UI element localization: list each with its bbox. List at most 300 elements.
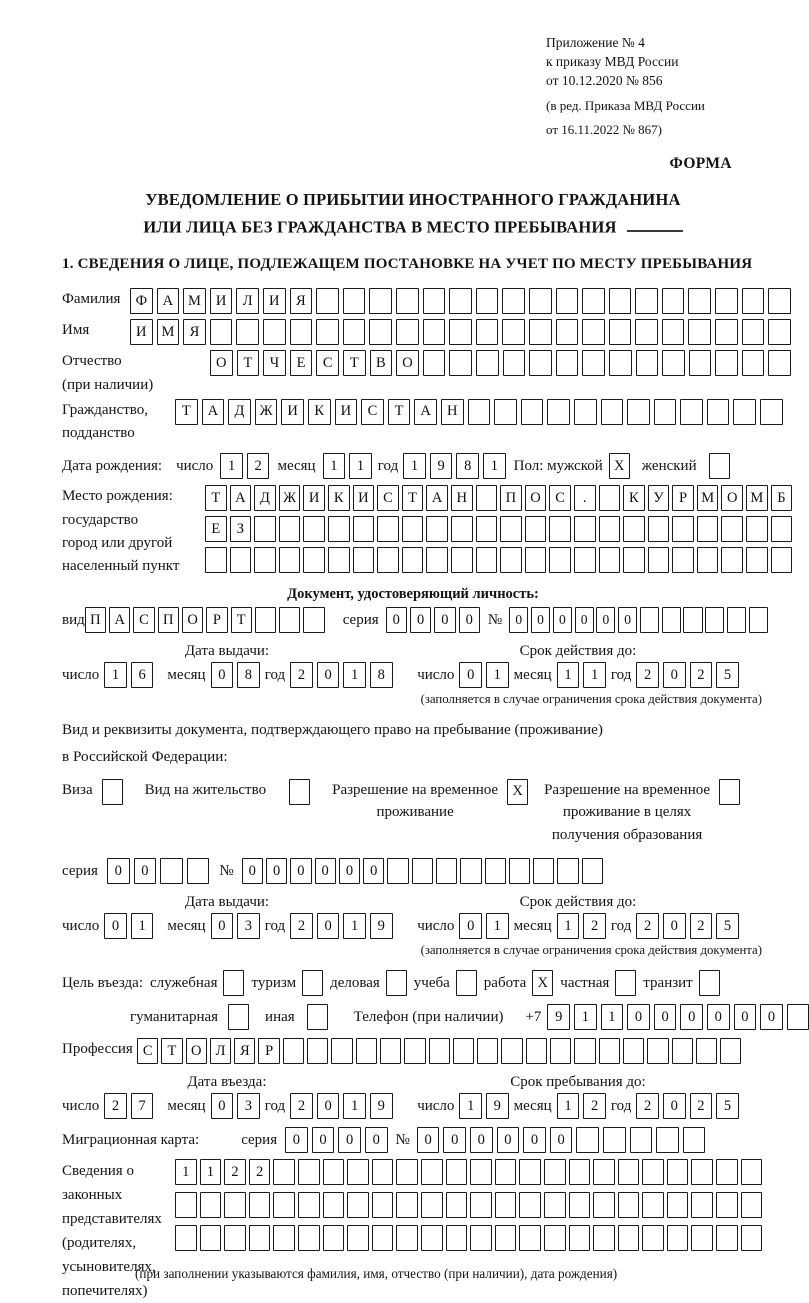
char-cell[interactable]: Ж [255,399,278,425]
char-cell[interactable] [328,516,350,542]
char-cell[interactable] [519,1192,541,1218]
char-cell[interactable]: И [130,319,153,345]
char-cell[interactable]: С [133,607,154,633]
char-cell[interactable] [582,350,605,376]
char-cell[interactable]: Р [206,607,227,633]
char-cell[interactable]: 0 [654,1004,677,1030]
char-cell[interactable] [503,350,526,376]
char-cell[interactable] [689,350,712,376]
char-cell[interactable] [716,1159,738,1185]
char-cell[interactable] [426,547,448,573]
char-cell[interactable] [574,399,597,425]
sex-female-checkbox[interactable] [709,453,730,479]
char-cell[interactable]: 0 [317,913,340,939]
char-cell[interactable] [599,516,621,542]
char-cell[interactable]: О [525,485,547,511]
char-cell[interactable]: 0 [107,858,130,884]
char-cell[interactable]: С [361,399,384,425]
char-cell[interactable]: Я [290,288,313,314]
char-cell[interactable]: И [263,288,286,314]
char-cell[interactable] [529,350,552,376]
char-cell[interactable] [593,1192,615,1218]
temp-permit-checkbox[interactable]: X [507,779,528,805]
char-cell[interactable]: 0 [663,913,686,939]
char-cell[interactable] [500,516,522,542]
char-cell[interactable]: О [721,485,743,511]
char-cell[interactable] [667,1159,689,1185]
char-cell[interactable] [623,1038,644,1064]
char-cell[interactable]: 0 [242,858,263,884]
char-cell[interactable] [446,1159,468,1185]
char-cell[interactable]: М [746,485,768,511]
char-cell[interactable]: 3 [237,1093,260,1119]
char-cell[interactable] [787,1004,809,1030]
char-cell[interactable] [412,858,433,884]
char-cell[interactable] [200,1192,222,1218]
char-cell[interactable] [697,516,719,542]
char-cell[interactable]: 0 [550,1127,573,1153]
char-cell[interactable] [691,1192,713,1218]
char-cell[interactable] [347,1159,369,1185]
char-cell[interactable] [377,547,399,573]
char-cell[interactable]: 0 [459,913,482,939]
char-cell[interactable] [495,1225,517,1251]
char-cell[interactable] [544,1192,566,1218]
char-cell[interactable]: 0 [365,1127,388,1153]
char-cell[interactable]: 2 [104,1093,127,1119]
char-cell[interactable] [716,1225,738,1251]
char-cell[interactable]: 0 [312,1127,335,1153]
char-cell[interactable]: 8 [237,662,260,688]
char-cell[interactable]: 2 [636,662,659,688]
char-cell[interactable] [569,1159,591,1185]
char-cell[interactable] [549,547,571,573]
char-cell[interactable]: М [157,319,180,345]
char-cell[interactable] [742,319,765,345]
char-cell[interactable] [470,1225,492,1251]
char-cell[interactable] [254,547,276,573]
char-cell[interactable]: Т [237,350,260,376]
char-cell[interactable] [298,1159,320,1185]
char-cell[interactable] [691,1225,713,1251]
char-cell[interactable] [683,607,702,633]
char-cell[interactable]: 0 [417,1127,440,1153]
char-cell[interactable] [672,547,694,573]
char-cell[interactable]: 0 [434,607,455,633]
char-cell[interactable]: 5 [716,913,739,939]
char-cell[interactable]: 0 [575,607,594,633]
char-cell[interactable]: В [370,350,393,376]
char-cell[interactable]: П [85,607,106,633]
char-cell[interactable] [343,288,366,314]
char-cell[interactable]: Е [290,350,313,376]
char-cell[interactable] [618,1225,640,1251]
char-cell[interactable] [470,1192,492,1218]
char-cell[interactable] [347,1225,369,1251]
char-cell[interactable]: И [303,485,325,511]
char-cell[interactable] [353,516,375,542]
char-cell[interactable]: Т [205,485,227,511]
char-cell[interactable]: 0 [663,662,686,688]
char-cell[interactable] [187,858,210,884]
char-cell[interactable]: П [158,607,179,633]
char-cell[interactable]: З [230,516,252,542]
char-cell[interactable] [688,319,711,345]
purpose-checkbox-sluzhebnaya[interactable] [223,970,244,996]
char-cell[interactable]: 9 [370,913,393,939]
char-cell[interactable] [356,1038,377,1064]
char-cell[interactable]: А [414,399,437,425]
char-cell[interactable] [529,288,552,314]
char-cell[interactable] [715,319,738,345]
char-cell[interactable] [421,1225,443,1251]
char-cell[interactable]: 1 [343,662,366,688]
char-cell[interactable] [470,1159,492,1185]
char-cell[interactable]: Е [205,516,227,542]
char-cell[interactable]: 0 [285,1127,308,1153]
char-cell[interactable] [477,1038,498,1064]
char-cell[interactable]: 0 [443,1127,466,1153]
char-cell[interactable] [494,399,517,425]
char-cell[interactable]: Ф [130,288,153,314]
purpose-checkbox-turizm[interactable] [302,970,323,996]
char-cell[interactable] [402,516,424,542]
char-cell[interactable]: Д [228,399,251,425]
char-cell[interactable] [449,288,472,314]
char-cell[interactable] [544,1225,566,1251]
char-cell[interactable] [347,1192,369,1218]
char-cell[interactable]: 0 [497,1127,520,1153]
char-cell[interactable] [582,858,603,884]
char-cell[interactable] [525,547,547,573]
char-cell[interactable] [593,1159,615,1185]
char-cell[interactable] [323,1225,345,1251]
char-cell[interactable]: Р [672,485,694,511]
char-cell[interactable]: 1 [343,1093,366,1119]
char-cell[interactable] [533,858,554,884]
visa-checkbox[interactable] [102,779,123,805]
char-cell[interactable] [672,1038,693,1064]
char-cell[interactable] [547,399,570,425]
char-cell[interactable]: 0 [363,858,384,884]
char-cell[interactable] [476,288,499,314]
char-cell[interactable]: 1 [557,1093,580,1119]
char-cell[interactable]: И [335,399,358,425]
char-cell[interactable]: С [137,1038,158,1064]
char-cell[interactable]: М [183,288,206,314]
sex-male-checkbox[interactable]: X [609,453,630,479]
char-cell[interactable] [423,319,446,345]
char-cell[interactable]: 0 [386,607,407,633]
char-cell[interactable]: А [230,485,252,511]
char-cell[interactable] [316,288,339,314]
char-cell[interactable] [519,1159,541,1185]
char-cell[interactable] [495,1192,517,1218]
char-cell[interactable] [627,399,650,425]
char-cell[interactable]: 2 [224,1159,246,1185]
char-cell[interactable] [273,1159,295,1185]
char-cell[interactable] [609,350,632,376]
char-cell[interactable] [715,288,738,314]
char-cell[interactable] [254,516,276,542]
char-cell[interactable]: 1 [323,453,346,479]
char-cell[interactable] [307,1038,328,1064]
char-cell[interactable]: 0 [211,1093,234,1119]
char-cell[interactable] [648,547,670,573]
char-cell[interactable] [550,1038,571,1064]
char-cell[interactable] [303,516,325,542]
char-cell[interactable]: 8 [370,662,393,688]
char-cell[interactable] [369,319,392,345]
char-cell[interactable]: 0 [618,607,637,633]
char-cell[interactable]: 1 [557,662,580,688]
char-cell[interactable]: 9 [430,453,453,479]
char-cell[interactable] [429,1038,450,1064]
char-cell[interactable]: И [281,399,304,425]
char-cell[interactable] [451,547,473,573]
char-cell[interactable]: 0 [760,1004,783,1030]
char-cell[interactable]: 1 [583,662,606,688]
char-cell[interactable]: 1 [131,913,154,939]
char-cell[interactable] [768,319,791,345]
char-cell[interactable]: Т [175,399,198,425]
char-cell[interactable] [331,1038,352,1064]
char-cell[interactable] [303,547,325,573]
char-cell[interactable] [449,350,472,376]
char-cell[interactable] [771,547,793,573]
char-cell[interactable] [460,858,481,884]
char-cell[interactable] [741,1225,763,1251]
char-cell[interactable]: 0 [459,662,482,688]
char-cell[interactable]: 0 [266,858,287,884]
char-cell[interactable]: 1 [104,662,127,688]
char-cell[interactable] [609,319,632,345]
char-cell[interactable] [656,1127,679,1153]
char-cell[interactable] [175,1225,197,1251]
char-cell[interactable] [446,1192,468,1218]
char-cell[interactable] [402,547,424,573]
char-cell[interactable] [501,1038,522,1064]
char-cell[interactable] [509,858,530,884]
char-cell[interactable]: 1 [403,453,426,479]
char-cell[interactable] [283,1038,304,1064]
char-cell[interactable] [476,350,499,376]
char-cell[interactable]: 1 [220,453,243,479]
char-cell[interactable]: 0 [315,858,336,884]
purpose-checkbox-rabota[interactable]: X [532,970,553,996]
char-cell[interactable] [618,1159,640,1185]
char-cell[interactable]: 1 [486,913,509,939]
char-cell[interactable] [715,350,738,376]
char-cell[interactable] [372,1159,394,1185]
char-cell[interactable] [279,607,300,633]
char-cell[interactable] [557,858,578,884]
char-cell[interactable] [742,288,765,314]
char-cell[interactable]: 0 [211,662,234,688]
char-cell[interactable] [200,1225,222,1251]
char-cell[interactable] [727,607,746,633]
char-cell[interactable]: 0 [338,1127,361,1153]
char-cell[interactable] [574,516,596,542]
char-cell[interactable] [526,1038,547,1064]
purpose-checkbox-delovaya[interactable] [386,970,407,996]
char-cell[interactable]: 2 [636,1093,659,1119]
char-cell[interactable] [500,547,522,573]
char-cell[interactable]: Л [210,1038,231,1064]
char-cell[interactable]: 2 [690,662,713,688]
purpose-checkbox-inaya[interactable] [307,1004,328,1030]
char-cell[interactable] [468,399,491,425]
char-cell[interactable]: 0 [734,1004,757,1030]
char-cell[interactable] [640,607,659,633]
char-cell[interactable] [451,516,473,542]
char-cell[interactable] [224,1192,246,1218]
char-cell[interactable] [721,547,743,573]
char-cell[interactable]: О [182,607,203,633]
char-cell[interactable] [603,1127,626,1153]
char-cell[interactable]: 9 [370,1093,393,1119]
char-cell[interactable]: К [308,399,331,425]
purpose-checkbox-ucheba[interactable] [456,970,477,996]
char-cell[interactable] [623,516,645,542]
char-cell[interactable]: 7 [131,1093,154,1119]
char-cell[interactable] [404,1038,425,1064]
char-cell[interactable] [733,399,756,425]
char-cell[interactable] [662,350,685,376]
char-cell[interactable] [495,1159,517,1185]
char-cell[interactable] [160,858,183,884]
char-cell[interactable] [683,1127,706,1153]
char-cell[interactable]: О [210,350,233,376]
residence-permit-checkbox[interactable] [289,779,310,805]
char-cell[interactable] [380,1038,401,1064]
char-cell[interactable] [502,288,525,314]
char-cell[interactable] [421,1192,443,1218]
char-cell[interactable] [485,858,506,884]
char-cell[interactable] [502,319,525,345]
char-cell[interactable] [609,288,632,314]
char-cell[interactable] [691,1159,713,1185]
char-cell[interactable] [323,1159,345,1185]
char-cell[interactable] [423,288,446,314]
char-cell[interactable]: 0 [596,607,615,633]
char-cell[interactable] [741,1159,763,1185]
char-cell[interactable] [667,1225,689,1251]
char-cell[interactable] [768,288,791,314]
char-cell[interactable] [421,1159,443,1185]
char-cell[interactable]: 0 [470,1127,493,1153]
char-cell[interactable]: 0 [290,858,311,884]
char-cell[interactable] [593,1225,615,1251]
char-cell[interactable] [396,319,419,345]
char-cell[interactable]: 0 [211,913,234,939]
char-cell[interactable]: 0 [339,858,360,884]
char-cell[interactable]: Н [451,485,473,511]
char-cell[interactable] [705,607,724,633]
char-cell[interactable] [236,319,259,345]
char-cell[interactable] [249,1192,271,1218]
char-cell[interactable] [298,1192,320,1218]
char-cell[interactable] [768,350,791,376]
char-cell[interactable]: Д [254,485,276,511]
char-cell[interactable]: 0 [317,662,340,688]
char-cell[interactable]: 3 [237,913,260,939]
char-cell[interactable] [175,1192,197,1218]
char-cell[interactable] [760,399,783,425]
char-cell[interactable] [771,516,793,542]
char-cell[interactable] [721,516,743,542]
char-cell[interactable] [574,547,596,573]
char-cell[interactable] [618,1192,640,1218]
char-cell[interactable]: 1 [574,1004,597,1030]
char-cell[interactable] [667,1192,689,1218]
char-cell[interactable]: Я [234,1038,255,1064]
char-cell[interactable]: 1 [175,1159,197,1185]
purpose-checkbox-tranzit[interactable] [699,970,720,996]
char-cell[interactable]: 9 [486,1093,509,1119]
char-cell[interactable]: Т [231,607,252,633]
char-cell[interactable] [426,516,448,542]
char-cell[interactable]: 2 [583,913,606,939]
char-cell[interactable] [210,319,233,345]
char-cell[interactable] [353,547,375,573]
char-cell[interactable]: И [210,288,233,314]
char-cell[interactable]: 2 [583,1093,606,1119]
char-cell[interactable]: Т [388,399,411,425]
char-cell[interactable]: Р [258,1038,279,1064]
char-cell[interactable] [549,516,571,542]
char-cell[interactable] [316,319,339,345]
char-cell[interactable] [556,350,579,376]
char-cell[interactable] [630,1127,653,1153]
char-cell[interactable]: 2 [290,913,313,939]
char-cell[interactable]: 0 [553,607,572,633]
char-cell[interactable]: 5 [716,662,739,688]
char-cell[interactable]: 0 [104,913,127,939]
char-cell[interactable] [569,1225,591,1251]
char-cell[interactable]: 1 [486,662,509,688]
char-cell[interactable] [519,1225,541,1251]
char-cell[interactable]: С [377,485,399,511]
char-cell[interactable] [205,547,227,573]
char-cell[interactable] [680,399,703,425]
char-cell[interactable] [230,547,252,573]
char-cell[interactable] [372,1225,394,1251]
char-cell[interactable]: 0 [707,1004,730,1030]
char-cell[interactable] [741,1192,763,1218]
char-cell[interactable] [688,288,711,314]
char-cell[interactable] [323,1192,345,1218]
char-cell[interactable]: С [316,350,339,376]
char-cell[interactable] [273,1192,295,1218]
char-cell[interactable]: 1 [601,1004,624,1030]
char-cell[interactable]: 2 [690,1093,713,1119]
char-cell[interactable] [746,516,768,542]
char-cell[interactable] [635,319,658,345]
char-cell[interactable] [521,399,544,425]
char-cell[interactable]: 0 [410,607,431,633]
char-cell[interactable] [303,607,324,633]
char-cell[interactable] [387,858,408,884]
char-cell[interactable] [249,1225,271,1251]
char-cell[interactable]: 0 [317,1093,340,1119]
char-cell[interactable] [623,547,645,573]
char-cell[interactable]: Ж [279,485,301,511]
char-cell[interactable] [556,319,579,345]
char-cell[interactable]: А [426,485,448,511]
char-cell[interactable]: А [202,399,225,425]
char-cell[interactable] [599,1038,620,1064]
